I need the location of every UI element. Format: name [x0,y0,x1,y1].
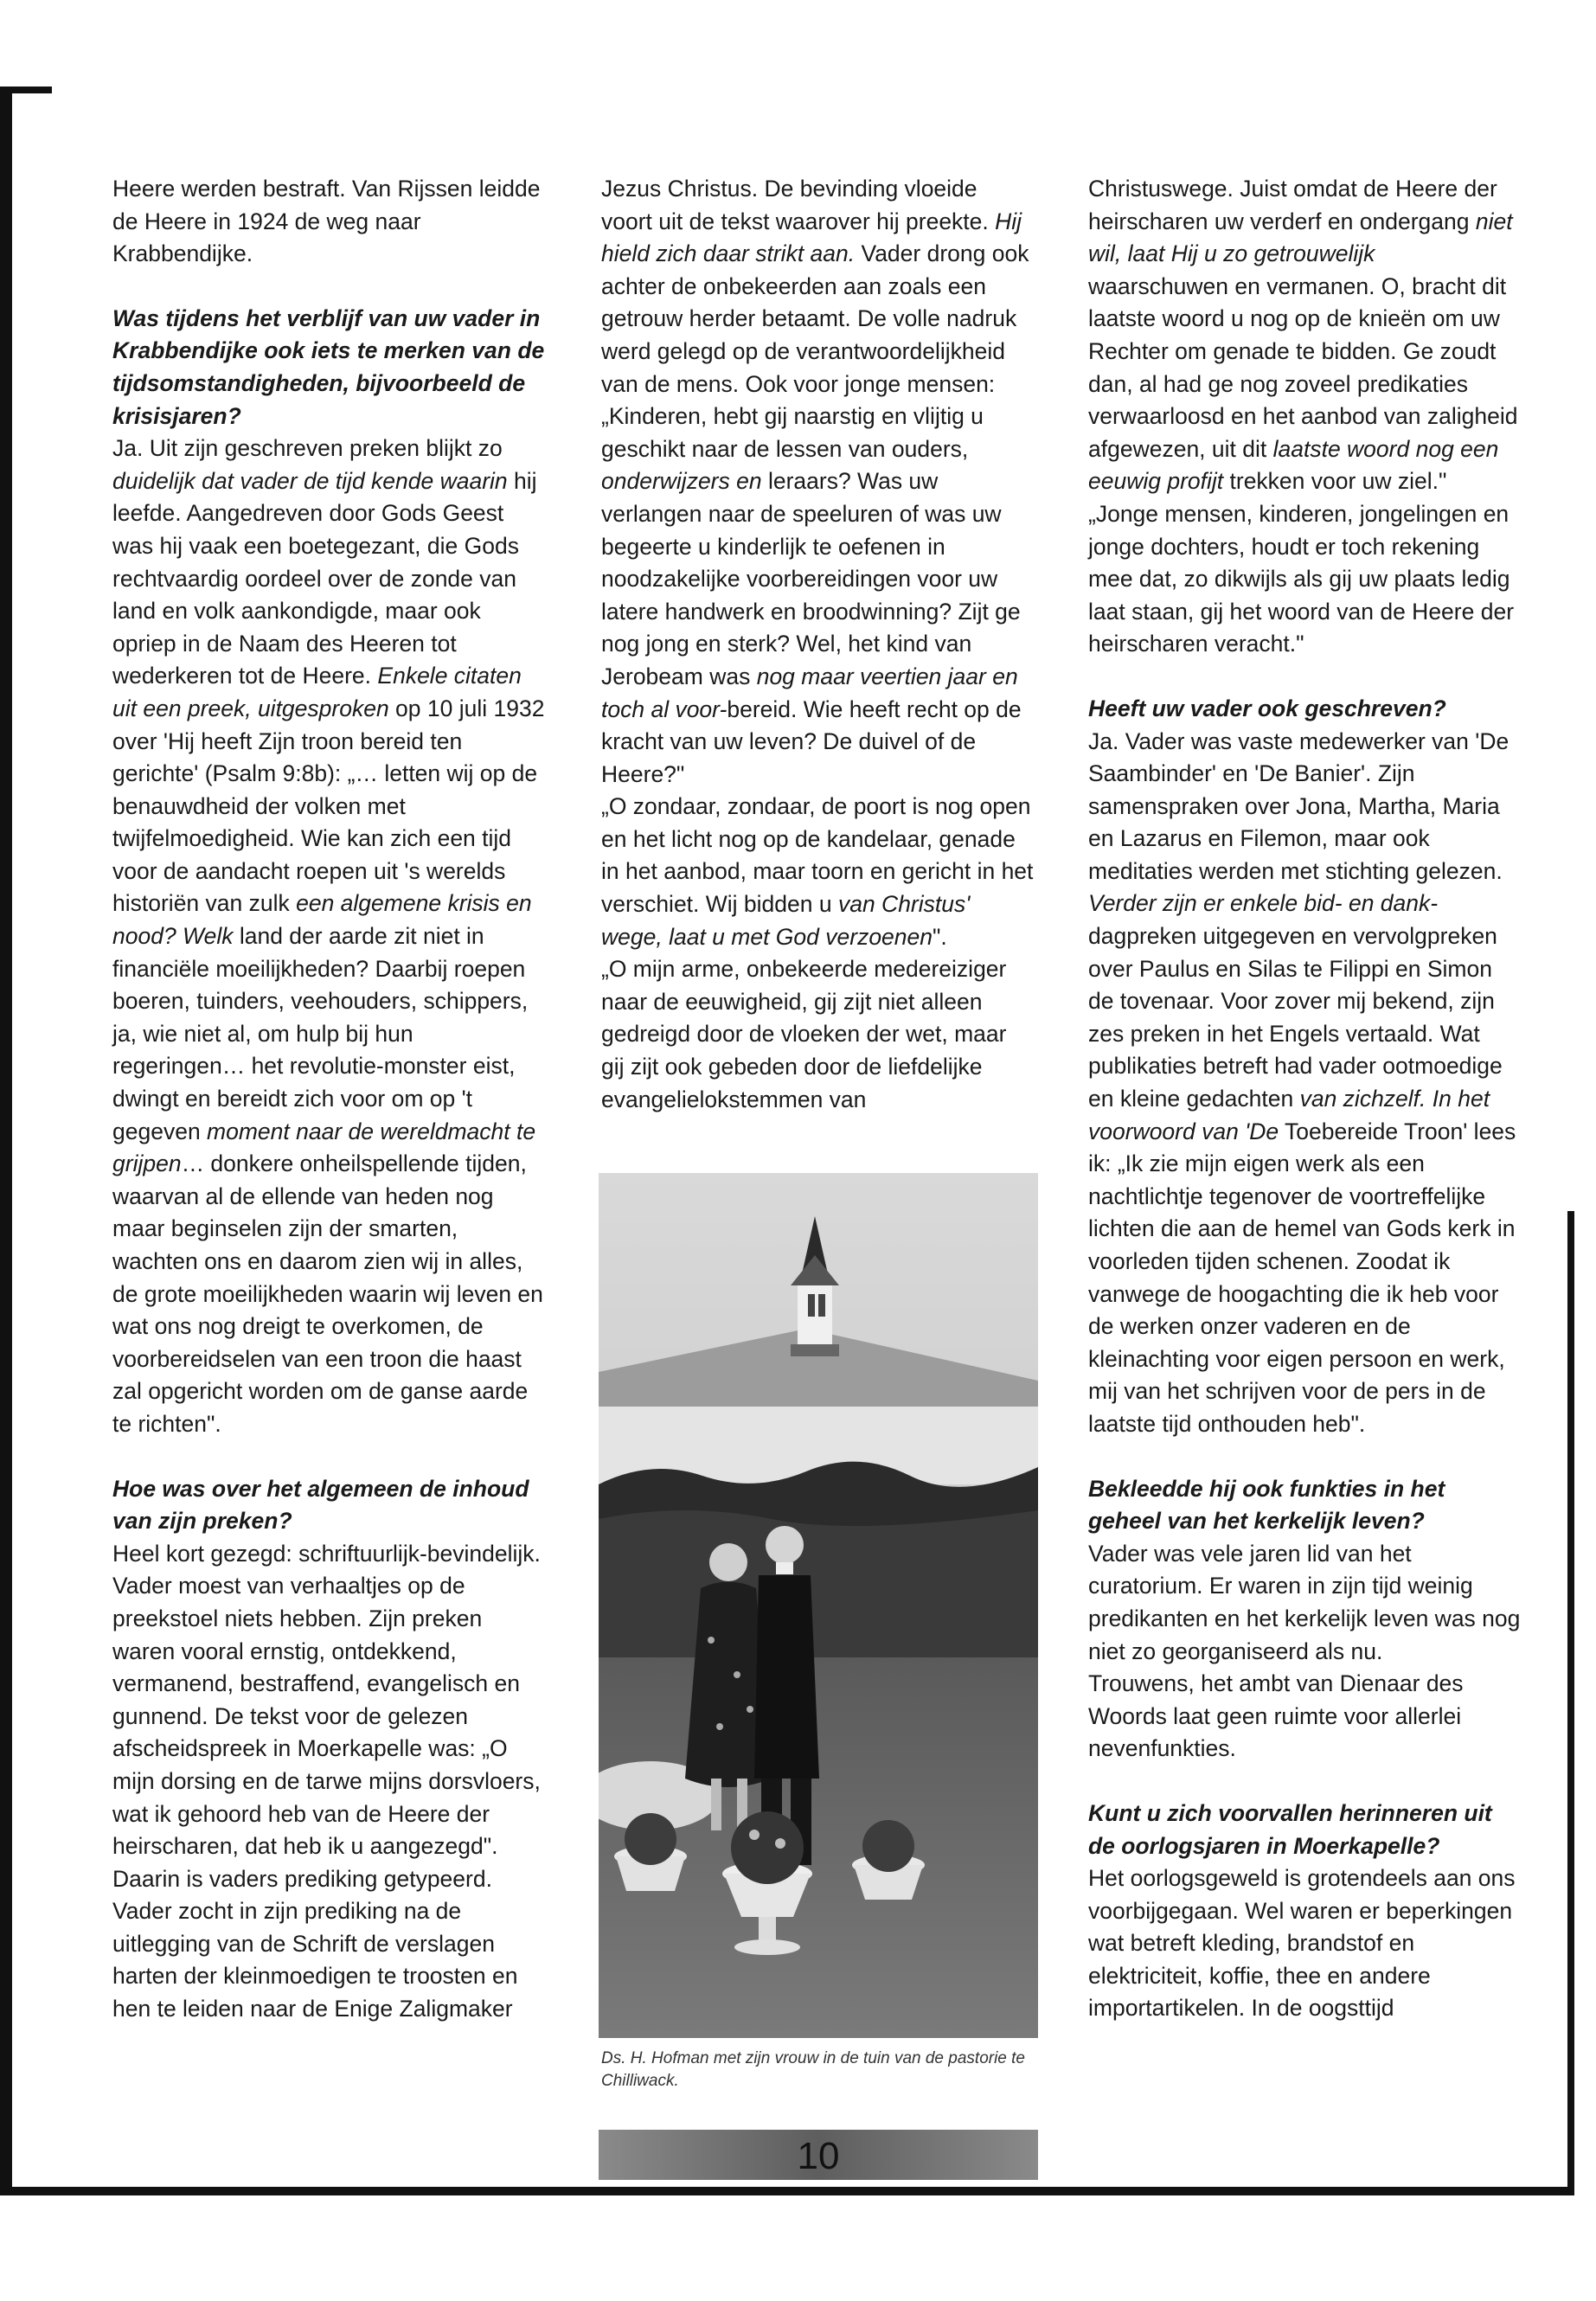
photo-couple-in-garden [599,1173,1038,2038]
scan-edge-bottom [0,2187,1574,2195]
interview-question: Was tijdens het verblijf van uw vader in Krabbendijke ook iets te merken van de tijdsomstandigheden, bijvoorbeeld de krisisjaren? [112,304,545,429]
paragraph: „Jonge mensen, kinderen, jongelingen en jonge dochters, houdt er toch rekening mee dat, zo dikwijls als gij uw plaats ledig laat staan, gij het woord van de Heere der heirscharen veracht." [1088,500,1515,657]
interview-question: Kunt u zich voorvallen herinneren uit de oorlogsjaren in Moerkapelle? [1088,1799,1492,1859]
paragraph: „O zondaar, zondaar, de poort is nog open en het licht nog op de kandelaar, genade in het aanbod, maar toorn en gericht in het verschiet. Wij bidden u van Christus' wege, laat u met God verzoenen". [601,793,1034,950]
interview-question: Bekleedde hij ook funkties in het geheel van het kerkelijk leven? [1088,1475,1445,1535]
paragraph: „O mijn arme, onbekeerde medereiziger naar de eeuwigheid, gij zijt niet alleen gedreigd door de vloeken der wet, maar gij zijt ook gebeden door de liefdelijke evangelielokstemmen van [601,956,1007,1112]
interview-answer: Vader zocht in zijn prediking na de uitlegging van de Schrift de verslagen harten der kleinmoedigen te troosten en hen te leiden naar de Enige Zaligmaker [112,1898,518,2022]
interview-answer: Heel kort gezegd: schriftuurlijk-bevindelijk. Vader moest van verhaaltjes op de preekstoel niets hebben. Zijn preken waren vooral ernstig, ontdekkend, vermanend, bestraffend, evangelisch en gunnend. De tekst voor de gelezen afscheidspreek in Moerkapelle was: „O mijn dorsing en de tarwe mijns dorsvloers, wat ik gehoord heb van de Heere der heirscharen, dat heb ik u aangezegd". Daarin is vaders prediking getypeerd. [112,1540,541,1892]
interview-answer: Ja. Uit zijn geschreven preken blijkt zo duidelijk dat vader de tijd kende waarin hij leefde. Aangedreven door Gods Geest was hij vaak een boetegezant, die Gods rechtvaardig oordeel over de zonde van land en volk aankondigde, maar ook opriep in de Naam des Heeren tot wederkeren tot de Heere. Enkele citaten uit een preek, uitgesproken op 10 juli 1932 over 'Hij heeft Zijn troon bereid ten gerichte' (Psalm 9:8b): „… letten wij op de benauwdheid der volken met twijfelmoedigheid. Wie kan zich een tijd voor de aandacht roepen uit 's werelds historiën van zulk een algemene krisis en nood? Welk land der aarde zit niet in financiële moeilijkheden? Daarbij roepen boeren, tuinders, veehouders, schippers, ja, wie niet al, om hulp bij hun regeringen… het revolutie-monster eist, dwingt en bereidt zich voor om op 't gegeven moment naar de wereldmacht te grijpen… donkere onheilspellende tijden, waarvan al de ellende van heden nog maar beginselen zijn der smarten, wachten ons en daarom zien wij in alles, de grote moeilijkheden waarin wij leven en wat ons nog dreigt te overkomen, de voorbereidselen van een troon die haast zal opgericht worden om de ganse aarde te richten". [112,435,545,1437]
column-2 [601,173,1034,1116]
column-3 [1088,173,1521,2025]
paragraph: Jezus Christus. De bevinding vloeide voort uit de tekst waarover hij preekte. Hij hield zich daar strikt aan. Vader drong ook achter de onbekeerden aan zoals een getrouw herder betaamt. De volle nadruk werd gelegd op de verantwoordelijkheid van de mens. Ook voor jonge mensen: „Kinderen, hebt gij naarstig en vlijtig u geschikt naar de lessen van ouders, onderwijzers en leraars? Was uw verlangen naar de speeluren of was uw begeerte u kinderlijk te oefenen in noodzakelijke voorbereidingen voor uw latere handwerk en broodwinning? Zijt ge nog jong en sterk? Wel, het kind van Jerobeam was nog maar veertien jaar en toch al voor-bereid. Wie heeft recht op de kracht van uw leven? De duivel of de Heere?" [601,176,1029,787]
interview-answer: Vader was vele jaren lid van het curatorium. Er waren in zijn tijd weinig predikanten en het kerkelijk leven was nog niet zo georganiseerd als nu. [1088,1540,1521,1664]
page-footer-band [599,2130,1038,2180]
scan-edge-right [1567,1211,1574,2195]
interview-question: Hoe was over het algemeen de inhoud van zijn preken? [112,1475,529,1535]
paragraph: Heere werden bestraft. Van Rijssen leidde de Heere in 1924 de weg naar Krabbendijke. [112,176,541,267]
page-number: 10 [797,2135,840,2177]
interview-question: Heeft uw vader ook geschreven? [1088,695,1446,721]
column-1 [112,173,545,2026]
photo-caption: Ds. H. Hofman met zijn vrouw in de tuin van de pastorie te Chilliwack. [601,2049,1026,2090]
interview-answer: Trouwens, het ambt van Dienaar des Woords laat geen ruimte voor allerlei nevenfunkties. [1088,1670,1464,1762]
scan-edge-left [0,87,12,2189]
interview-answer: Het oorlogsgeweld is grotendeels aan ons voorbijgegaan. Wel waren er beperkingen wat betreft kleding, brandstof en elektriciteit, koffie, thee en andere importartikelen. In de oogsttijd [1088,1865,1516,2022]
interview-answer: Ja. Vader was vaste medewerker van 'De Saambinder' en 'De Banier'. Zijn samenspraken over Jona, Martha, Maria en Lazarus en Filemon, maar ook meditaties werden met stichting gelezen. Verder zijn er enkele bid- en dank-dagpreken uitgegeven en vervolgpreken over Paulus en Silas te Filippi en Simon de tovenaar. Voor zover mij bekend, zijn zes preken in het Engels vertaald. Wat publikaties betreft had vader ootmoedige en kleine gedachten van zichzelf. In het voorwoord van 'De Toebereide Troon' lees ik: „Ik zie mijn eigen werk als een nachtlichtje tegenover de voortreffelijke lichten die aan de hemel van Gods kerk in voorleden tijden schenen. Zoodat ik vanwege de hoogachting die ik heb voor de werken onzer vaderen en de kleinachting voor eigen persoon en werk, mij van het schrijven voor de pers in de laatste tijd onthouden heb". [1088,727,1516,1437]
paragraph: Christuswege. Juist omdat de Heere der heirscharen uw verderf en ondergang niet wil, laat Hij u zo getrouwelijk waarschuwen en vermanen. O, bracht dit laatste woord u nog op de knieën om uw Rechter om genade te bidden. Ge zoudt dan, al had ge nog zoveel predikaties verwaarloosd en het aanbod van zaligheid afgewezen, uit dit laatste woord nog een eeuwig profijt trekken voor uw ziel." [1088,176,1518,495]
